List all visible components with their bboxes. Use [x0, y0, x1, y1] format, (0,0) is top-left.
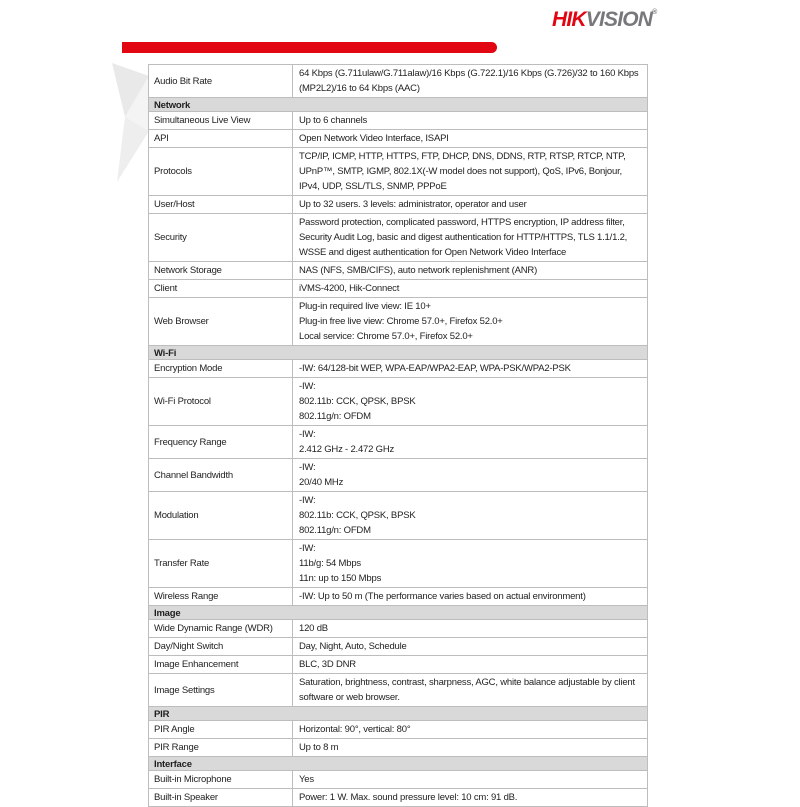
spec-value — [293, 214, 647, 261]
spec-label: Transfer Rate — [149, 540, 293, 587]
spec-label: PIR Angle — [149, 721, 293, 738]
spec-label: Day/Night Switch — [149, 638, 293, 655]
hikvision-logo — [552, 8, 692, 32]
spec-value-line: Saturation, brightness, contrast, sharpness, AGC, white balance adjustable by client software or web browser. — [299, 677, 635, 703]
spec-value-line: iVMS-4200, Hik-Connect — [299, 283, 400, 294]
spec-value-line: Up to 8 m — [299, 742, 339, 753]
spec-row-user-host — [149, 196, 647, 214]
spec-value-line: Day, Night, Auto, Schedule — [299, 641, 407, 652]
spec-value-line: 20/40 MHz — [299, 477, 344, 488]
spec-row-encryption-mode — [149, 360, 647, 378]
spec-value — [293, 638, 647, 655]
spec-value-line: 802.11g/n: OFDM — [299, 525, 371, 536]
watermark-graphic — [103, 55, 153, 187]
spec-label: Image Settings — [149, 674, 293, 706]
spec-value — [293, 540, 647, 587]
spec-row-client — [149, 280, 647, 298]
spec-value-line: Up to 6 channels — [299, 115, 368, 126]
spec-value-line: Horizontal: 90°, vertical: 80° — [299, 724, 411, 735]
spec-value — [293, 298, 647, 345]
spec-label: Client — [149, 280, 293, 297]
spec-label: Wireless Range — [149, 588, 293, 605]
spec-value — [293, 588, 647, 605]
spec-label: Protocols — [149, 148, 293, 195]
section-header-wi-fi: Wi-Fi — [149, 346, 647, 360]
spec-value — [293, 360, 647, 377]
spec-value-line: Password protection, complicated password, HTTPS encryption, IP address filter, Security Audit Log, basic and digest authentication for HTTP/HTTPS, TLS 1.1/1.2, WSSE and digest authentication for Open Network Video Interface — [299, 217, 628, 258]
spec-label: Audio Bit Rate — [149, 65, 293, 97]
spec-value — [293, 620, 647, 637]
spec-value-line: -IW: — [299, 381, 316, 392]
section-header-pir: PIR — [149, 707, 647, 721]
spec-label: Channel Bandwidth — [149, 459, 293, 491]
spec-label: Wide Dynamic Range (WDR) — [149, 620, 293, 637]
spec-label: Image Enhancement — [149, 656, 293, 673]
spec-label: Network Storage — [149, 262, 293, 279]
spec-value-line: Plug-in required live view: IE 10+ — [299, 301, 431, 312]
spec-row-day-night-switch — [149, 638, 647, 656]
spec-value-line: 120 dB — [299, 623, 328, 634]
spec-row-channel-bandwidth — [149, 459, 647, 492]
spec-value-line: 11b/g: 54 Mbps — [299, 558, 361, 569]
spec-row-network-storage — [149, 262, 647, 280]
spec-value-line: 802.11b: CCK, QPSK, BPSK — [299, 510, 416, 521]
spec-value — [293, 112, 647, 129]
spec-row-wi-fi-protocol — [149, 378, 647, 426]
spec-label: Wi-Fi Protocol — [149, 378, 293, 425]
spec-value-line: Plug-in free live view: Chrome 57.0+, Firefox 52.0+ — [299, 316, 503, 327]
spec-label: Built-in Microphone — [149, 771, 293, 788]
spec-row-modulation — [149, 492, 647, 540]
spec-label: PIR Range — [149, 739, 293, 756]
spec-row-built-in-microphone — [149, 771, 647, 789]
spec-value-line: Power: 1 W. Max. sound pressure level: 10 cm: 91 dB. — [299, 792, 518, 803]
spec-value-line: -IW: 64/128-bit WEP, WPA-EAP/WPA2-EAP, WPA-PSK/WPA2-PSK — [299, 363, 571, 374]
spec-row-pir-angle — [149, 721, 647, 739]
spec-row-transfer-rate — [149, 540, 647, 588]
spec-row-wide-dynamic-range-wdr — [149, 620, 647, 638]
spec-value-line: -IW: — [299, 429, 316, 440]
spec-row-image-enhancement — [149, 656, 647, 674]
spec-value-line: 64 Kbps (G.711ulaw/G.711alaw)/16 Kbps (G.722.1)/16 Kbps (G.726)/32 to 160 Kbps (MP2L2)/16 to 64 Kbps (AAC) — [299, 68, 639, 94]
spec-label: Built-in Speaker — [149, 789, 293, 806]
spec-row-built-in-speaker — [149, 789, 647, 806]
spec-value — [293, 378, 647, 425]
spec-value-line: Open Network Video Interface, ISAPI — [299, 133, 449, 144]
spec-label: Frequency Range — [149, 426, 293, 458]
spec-value-line: 802.11b: CCK, QPSK, BPSK — [299, 396, 416, 407]
spec-value — [293, 426, 647, 458]
spec-value — [293, 148, 647, 195]
spec-row-web-browser — [149, 298, 647, 346]
spec-value — [293, 674, 647, 706]
spec-label: Encryption Mode — [149, 360, 293, 377]
spec-value-line: Up to 32 users. 3 levels: administrator, operator and user — [299, 199, 527, 210]
spec-row-audio-bit-rate — [149, 65, 647, 98]
spec-row-api — [149, 130, 647, 148]
spec-value — [293, 280, 647, 297]
registered-trademark-icon: ® — [652, 9, 658, 16]
logo-hik-text: HIK — [552, 8, 586, 31]
spec-value-line: NAS (NFS, SMB/CIFS), auto network replenishment (ANR) — [299, 265, 538, 276]
spec-row-simultaneous-live-view — [149, 112, 647, 130]
spec-label: Web Browser — [149, 298, 293, 345]
spec-value-line: -IW: — [299, 495, 316, 506]
spec-value-line: -IW: — [299, 462, 316, 473]
spec-label: Security — [149, 214, 293, 261]
spec-label: API — [149, 130, 293, 147]
spec-row-protocols — [149, 148, 647, 196]
spec-value — [293, 492, 647, 539]
spec-value — [293, 65, 647, 97]
spec-value — [293, 656, 647, 673]
spec-value-line: 11n: up to 150 Mbps — [299, 573, 382, 584]
spec-row-pir-range — [149, 739, 647, 757]
spec-label: Simultaneous Live View — [149, 112, 293, 129]
spec-value-line: BLC, 3D DNR — [299, 659, 356, 670]
spec-value-line: TCP/IP, ICMP, HTTP, HTTPS, FTP, DHCP, DNS, DDNS, RTP, RTSP, RTCP, NTP, UPnP™, SMTP, IGMP, 802.1X(-W model does not support), QoS, IPv6, Bonjour, IPv4, UDP, SSL/TLS, SNMP, PPPoE — [299, 151, 626, 192]
red-divider-bar — [122, 42, 497, 53]
spec-label: User/Host — [149, 196, 293, 213]
spec-value-line: -IW: — [299, 543, 316, 554]
spec-value-line: 802.11g/n: OFDM — [299, 411, 371, 422]
spec-value — [293, 196, 647, 213]
section-header-network: Network — [149, 98, 647, 112]
spec-value-line: Local service: Chrome 57.0+, Firefox 52.0+ — [299, 331, 473, 342]
spec-value — [293, 721, 647, 738]
spec-value — [293, 459, 647, 491]
section-header-image: Image — [149, 606, 647, 620]
spec-value-line: -IW: Up to 50 m (The performance varies based on actual environment) — [299, 591, 586, 602]
spec-table — [148, 64, 648, 807]
spec-value-line: 2.412 GHz - 2.472 GHz — [299, 444, 395, 455]
logo-vision-text: VISION — [585, 8, 653, 31]
section-header-interface: Interface — [149, 757, 647, 771]
spec-row-frequency-range — [149, 426, 647, 459]
spec-row-image-settings — [149, 674, 647, 707]
spec-value-line: Yes — [299, 774, 314, 785]
spec-label: Modulation — [149, 492, 293, 539]
spec-value — [293, 739, 647, 756]
spec-row-wireless-range — [149, 588, 647, 606]
spec-row-security — [149, 214, 647, 262]
spec-value — [293, 262, 647, 279]
spec-value — [293, 130, 647, 147]
spec-value — [293, 789, 647, 806]
spec-value — [293, 771, 647, 788]
